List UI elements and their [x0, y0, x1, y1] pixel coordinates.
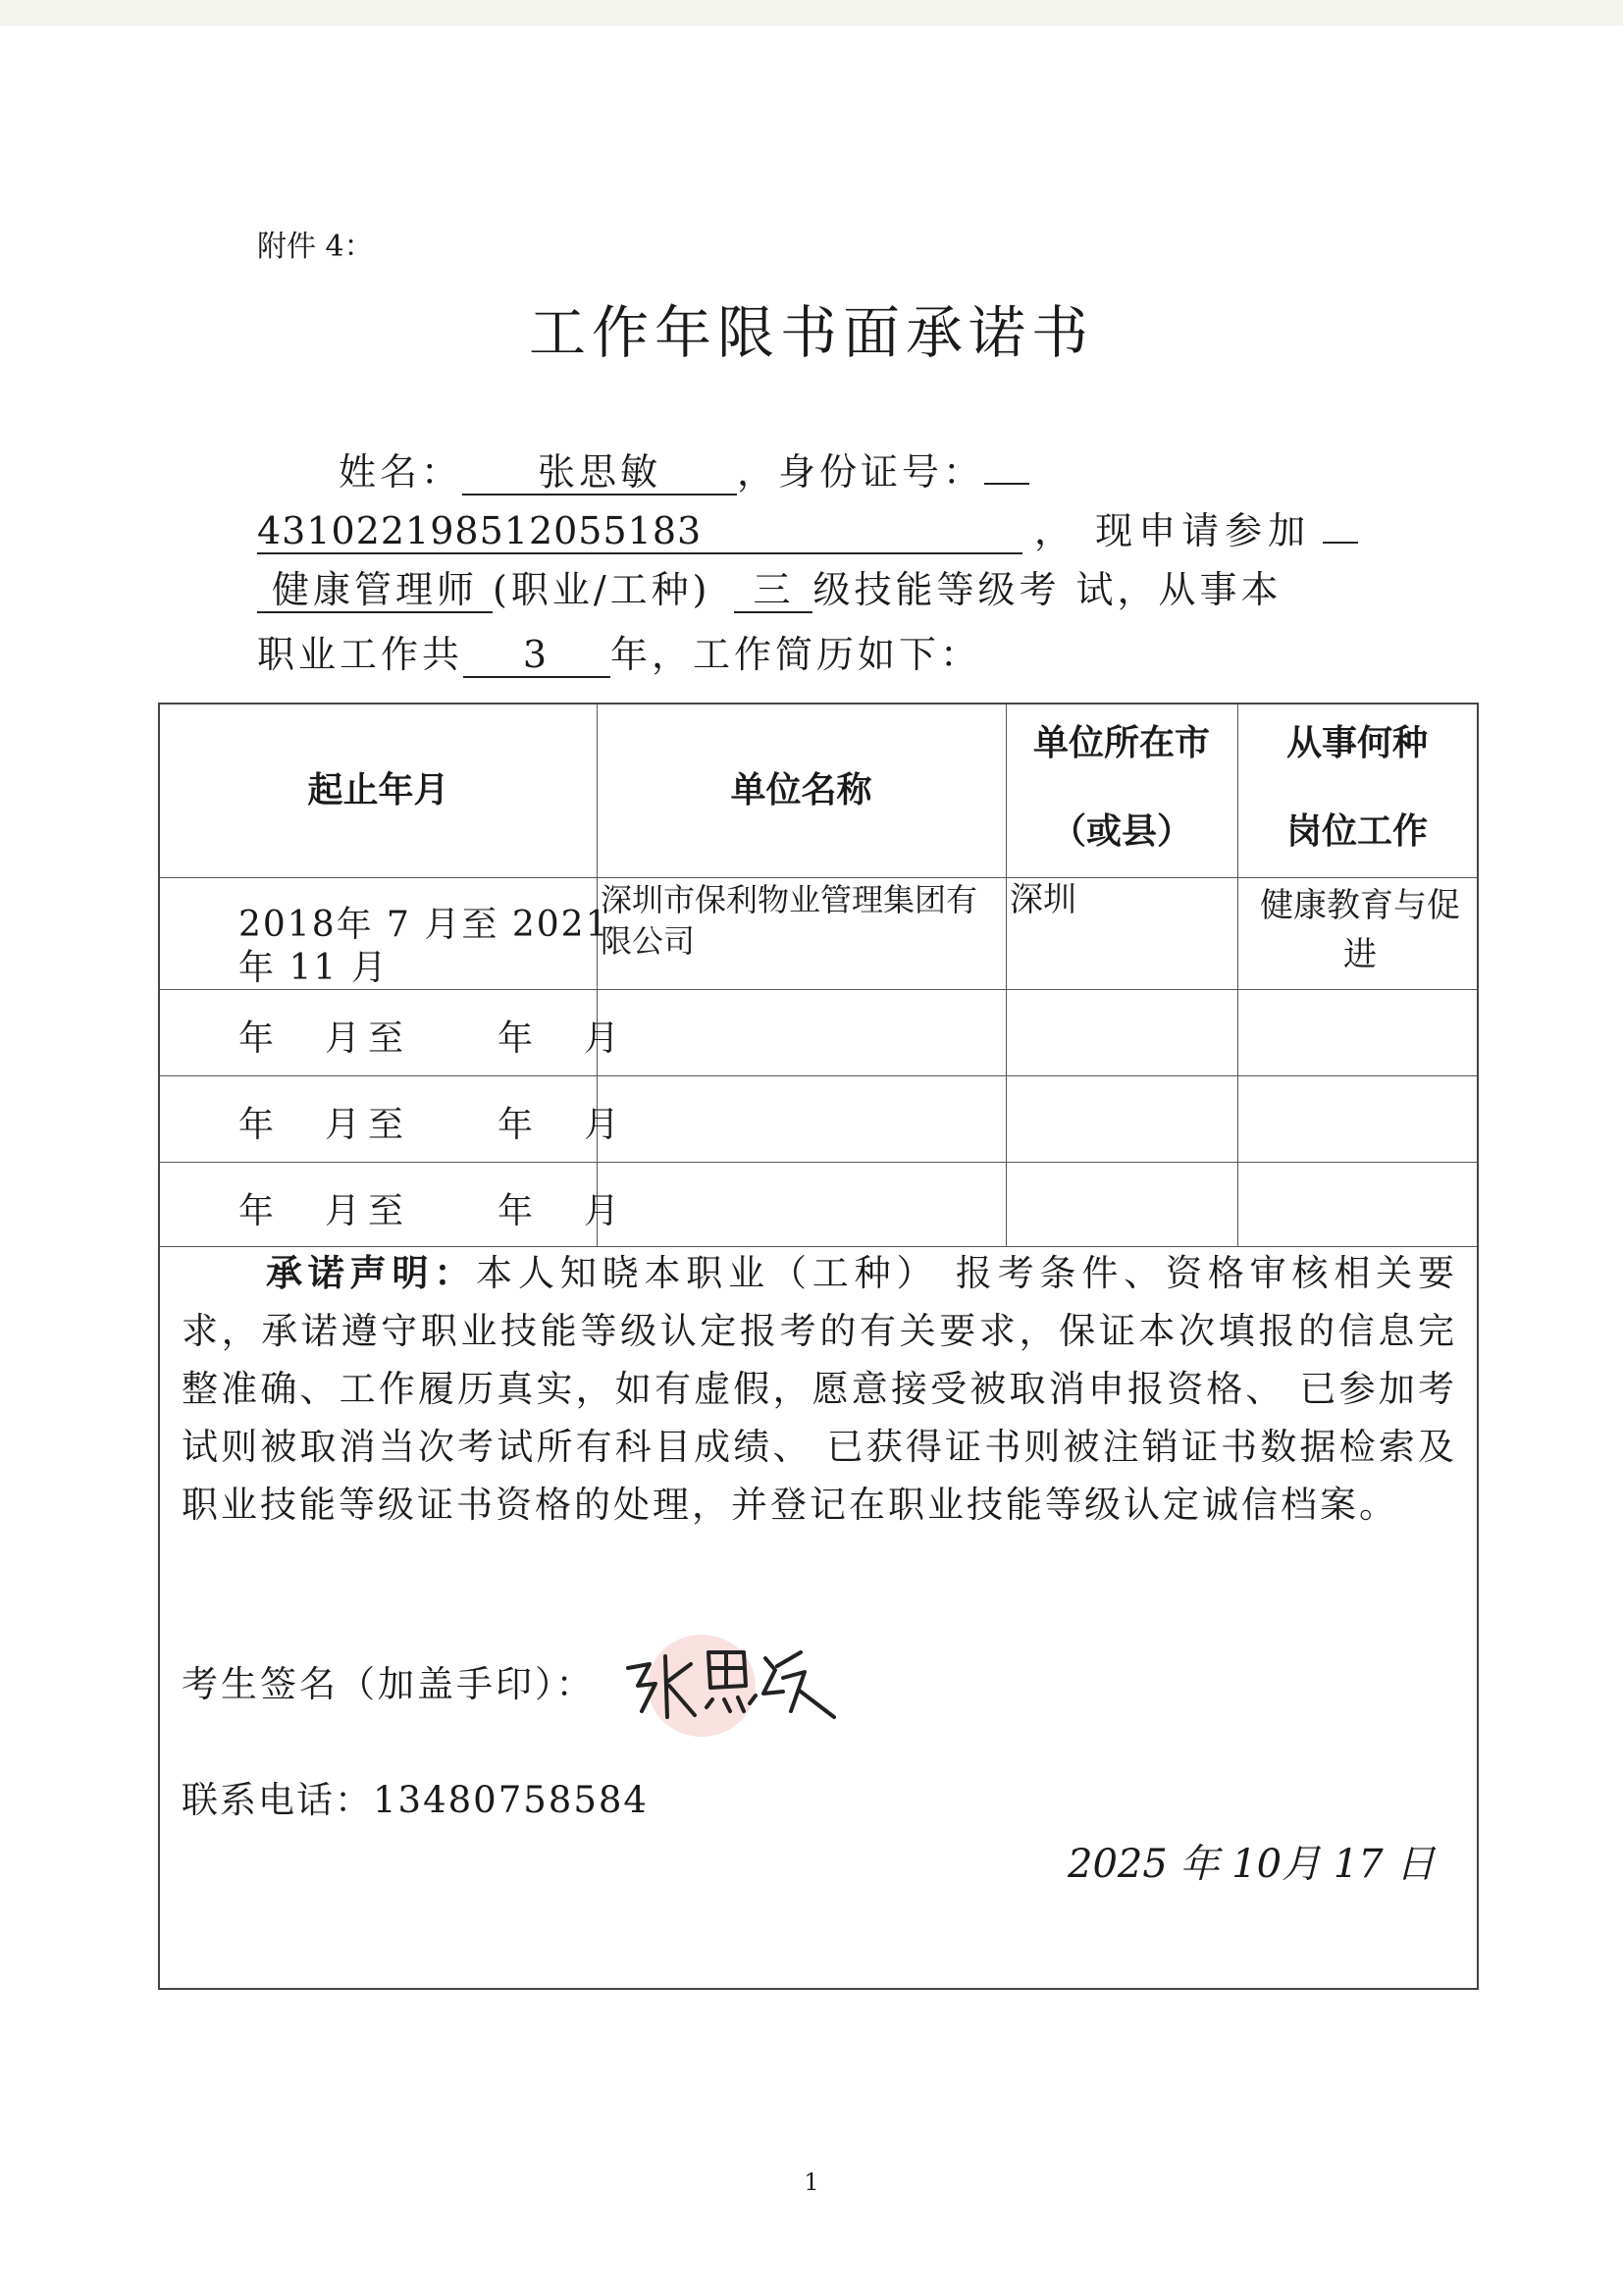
header-period: 起止年月	[307, 770, 449, 810]
apply-label: ， 现申请参加	[1034, 509, 1312, 552]
handwritten-date: 2025 年 10月 17 日	[1068, 1842, 1436, 1887]
name-label: 姓名：	[339, 450, 463, 494]
applicant-line-1	[339, 442, 1029, 496]
document-title: 工作年限书面承诺书	[528, 299, 1094, 366]
applicant-line-4	[257, 624, 981, 678]
row-divider	[160, 877, 1477, 878]
statement-heading: 承诺声明：	[266, 1252, 477, 1294]
table-row-2-period: 年 月至 年 月	[238, 1018, 628, 1059]
table-row-3-period: 年 月至 年 月	[238, 1105, 628, 1145]
years-value: 3	[463, 633, 610, 678]
signature-label: 考生签名（加盖手印）：	[182, 1663, 596, 1705]
table-row-1-city: 深圳	[1010, 880, 1076, 919]
handwritten-signature	[608, 1609, 864, 1747]
table-row-1-company: 深圳市保利物业管理集团有限公司	[601, 881, 978, 960]
name-value: 张思敏	[462, 450, 737, 496]
occupation-suffix: (职业/工种)	[493, 568, 711, 611]
phone-value: 13480758584	[373, 1779, 649, 1821]
occupation-value: 健康管理师	[257, 568, 493, 613]
table-row-1-job: 健康教育与促进	[1260, 886, 1460, 974]
row-divider	[160, 1075, 1477, 1076]
header-city-line1: 单位所在市	[1032, 723, 1210, 763]
contact-phone	[182, 1770, 649, 1823]
header-company: 单位名称	[730, 770, 872, 810]
id-number-value: 431022198512055183	[257, 509, 1022, 554]
level-value: 三	[734, 568, 812, 613]
row-divider	[160, 1162, 1477, 1163]
column-divider	[1237, 704, 1238, 1246]
id-underline-start	[984, 483, 1029, 485]
header-job-line2: 岗位工作	[1285, 811, 1428, 852]
applicant-line-3	[257, 559, 1283, 613]
years-prefix: 职业工作共	[257, 633, 464, 676]
scan-top-edge	[0, 0, 1623, 26]
column-divider	[1006, 704, 1007, 1246]
years-suffix: 年，工作简历如下：	[610, 633, 982, 676]
commitment-statement	[182, 1244, 1457, 1534]
header-job-line1: 从事何种	[1285, 723, 1428, 763]
attachment-label: 附件 4：	[257, 230, 374, 264]
level-suffix: 级技能等级考 试，从事本	[812, 568, 1283, 611]
table-row-1-period-line1: 2018年 7 月至 2021	[238, 905, 610, 945]
id-label: ，身份证号：	[737, 450, 985, 494]
page-number: 1	[804, 2168, 819, 2196]
occupation-underline-start	[1323, 542, 1358, 544]
statement-body: 本人知晓本职业（工种） 报考条件、资格审核相关要求，承诺遵守职业技能等级认定报考的有关要求，保证本次填报的信息完整准确、工作履历真实，如有虚假，愿意接受被取消申报资格、 已参加考试则被取消当次考试所有科目成绩、 已获得证书则被注销证书数据检索及职业技能等级证书资格的处理，并登记在职业技能等级认定诚信档案。	[182, 1252, 1458, 1526]
table-row-4-period: 年 月至 年 月	[238, 1191, 628, 1231]
table-row-1-period-line2: 年 11 月	[238, 948, 389, 988]
header-city-line2: （或县）	[1050, 811, 1192, 852]
phone-label: 联系电话：	[182, 1779, 373, 1821]
applicant-line-2	[257, 500, 1358, 554]
